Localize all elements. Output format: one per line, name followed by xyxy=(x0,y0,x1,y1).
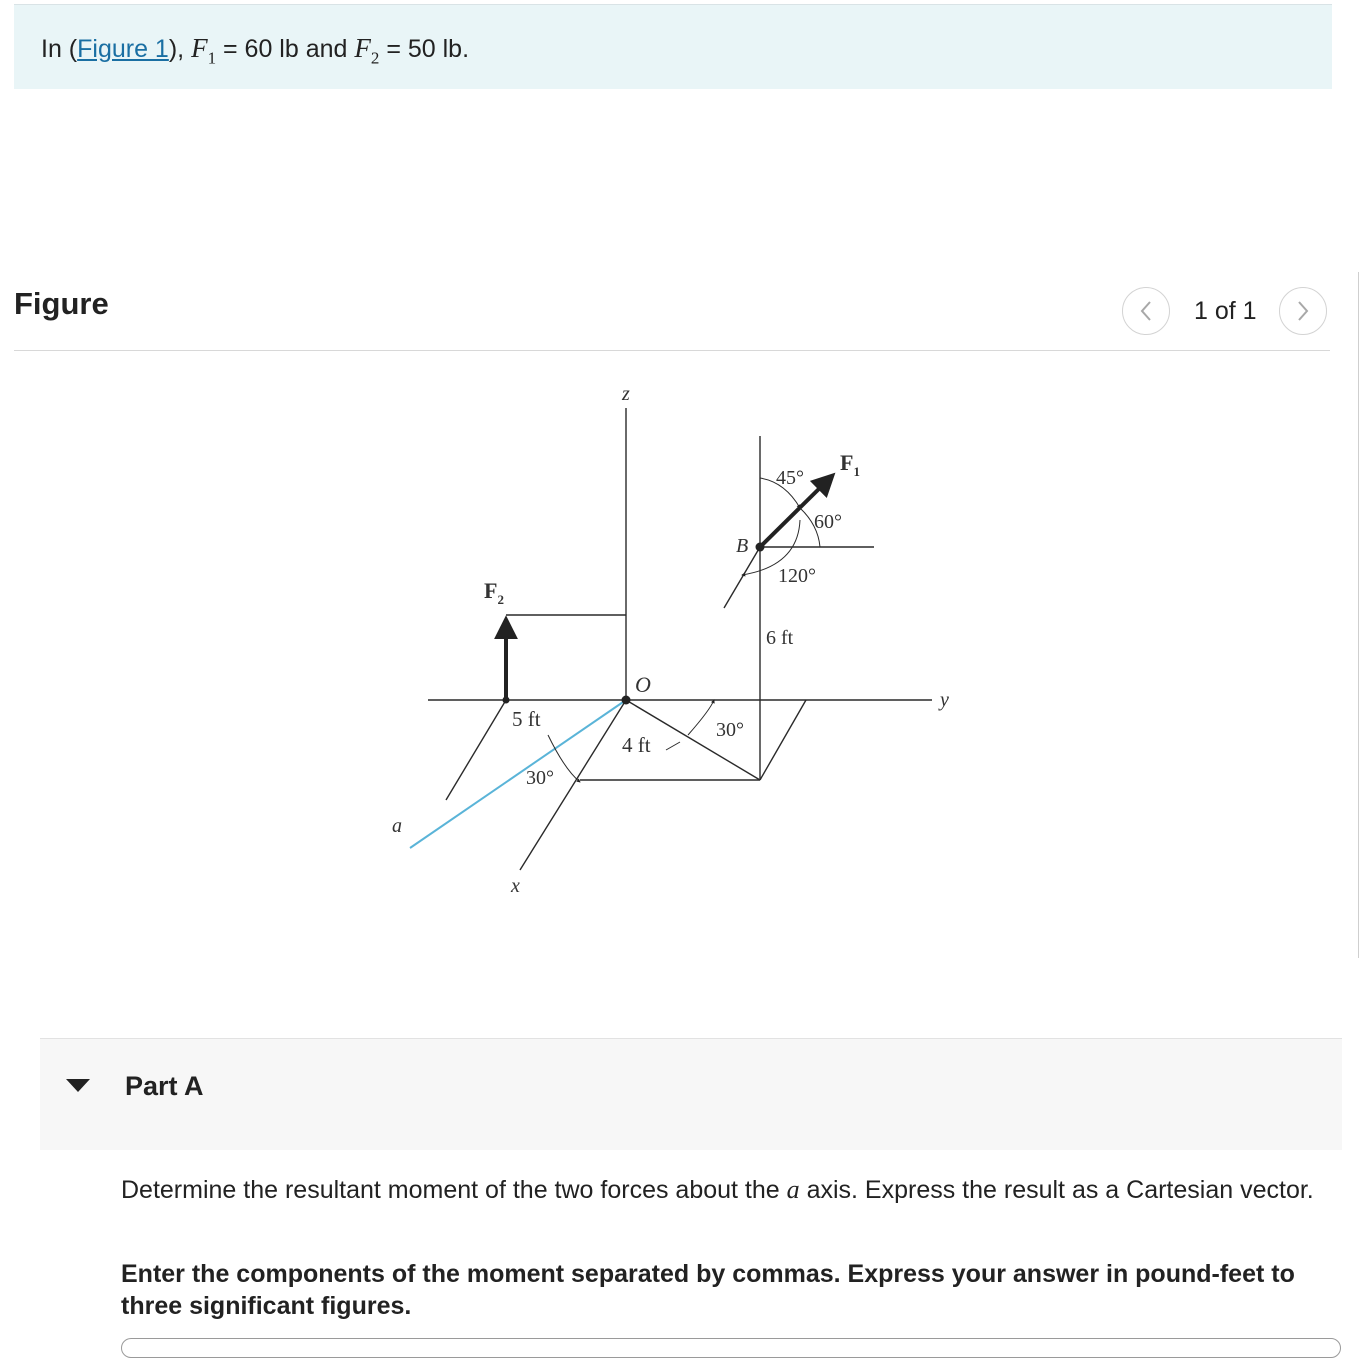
axis-y-label: y xyxy=(940,689,949,711)
scroll-edge xyxy=(1358,272,1359,958)
f1-expression: $F_1$ xyxy=(191,33,217,68)
figure-diagram xyxy=(380,370,980,910)
axis-x-label: x xyxy=(511,875,520,897)
pager-count: 1 of 1 xyxy=(1194,296,1257,325)
dimension-6ft-label: 6 ft xyxy=(766,627,794,649)
problem-prefix: In ( xyxy=(41,35,78,63)
arc-30-right xyxy=(688,700,714,735)
question-text: Determine the resultant moment of the two forces about the a axis. Express the result as a Cartesian vector. xyxy=(121,1175,1314,1204)
problem-and: and xyxy=(298,35,355,63)
collapse-triangle-icon[interactable] xyxy=(66,1079,90,1092)
f2-base-dot xyxy=(503,697,510,704)
axis-z-label: z xyxy=(622,383,630,405)
point-b-label: B xyxy=(736,535,749,557)
chevron-right-icon xyxy=(1296,300,1310,322)
origin-dot xyxy=(622,696,631,705)
f1-value: = 60 lb xyxy=(216,35,299,63)
next-figure-button[interactable] xyxy=(1279,287,1327,335)
figure-link[interactable]: Figure 1 xyxy=(77,35,169,63)
origin-label: O xyxy=(635,672,651,697)
base-left-edge xyxy=(446,700,506,800)
angle-30-right-label: 30° xyxy=(716,719,744,741)
chevron-left-icon xyxy=(1139,300,1153,322)
part-a-title: Part A xyxy=(125,1071,204,1101)
force-f2-label: $F_2$ xyxy=(484,578,504,607)
problem-paren: ), xyxy=(168,35,192,63)
force-f1-label: $F_1$ xyxy=(840,450,860,479)
figure-title: Figure xyxy=(14,286,109,321)
figure-divider xyxy=(14,350,1330,351)
problem-statement xyxy=(14,5,1332,89)
axis-a-label: a xyxy=(392,815,402,837)
dimension-5ft-label: 5 ft xyxy=(512,707,541,731)
instruction-text: Enter the components of the moment separated by commas. Express your answer in pound-feet to three significant figures. xyxy=(121,1260,1295,1320)
previous-figure-button[interactable] xyxy=(1122,287,1170,335)
angle-30-left-label: 30° xyxy=(526,767,554,789)
angle-120-label: 120° xyxy=(778,565,816,587)
figure-pager xyxy=(1122,286,1327,336)
part-a-header[interactable] xyxy=(40,1038,1342,1150)
base-right-edge xyxy=(760,700,806,780)
angle-45-label: 45° xyxy=(776,467,804,489)
f2-value: = 50 lb. xyxy=(379,35,470,63)
point-b-dot xyxy=(756,543,765,552)
f2-expression: $F_2$ xyxy=(354,33,380,68)
angle-60-label: 60° xyxy=(814,511,842,533)
answer-input[interactable] xyxy=(121,1338,1341,1358)
tick-4ft xyxy=(666,742,680,750)
dimension-4ft-label: 4 ft xyxy=(622,733,651,757)
